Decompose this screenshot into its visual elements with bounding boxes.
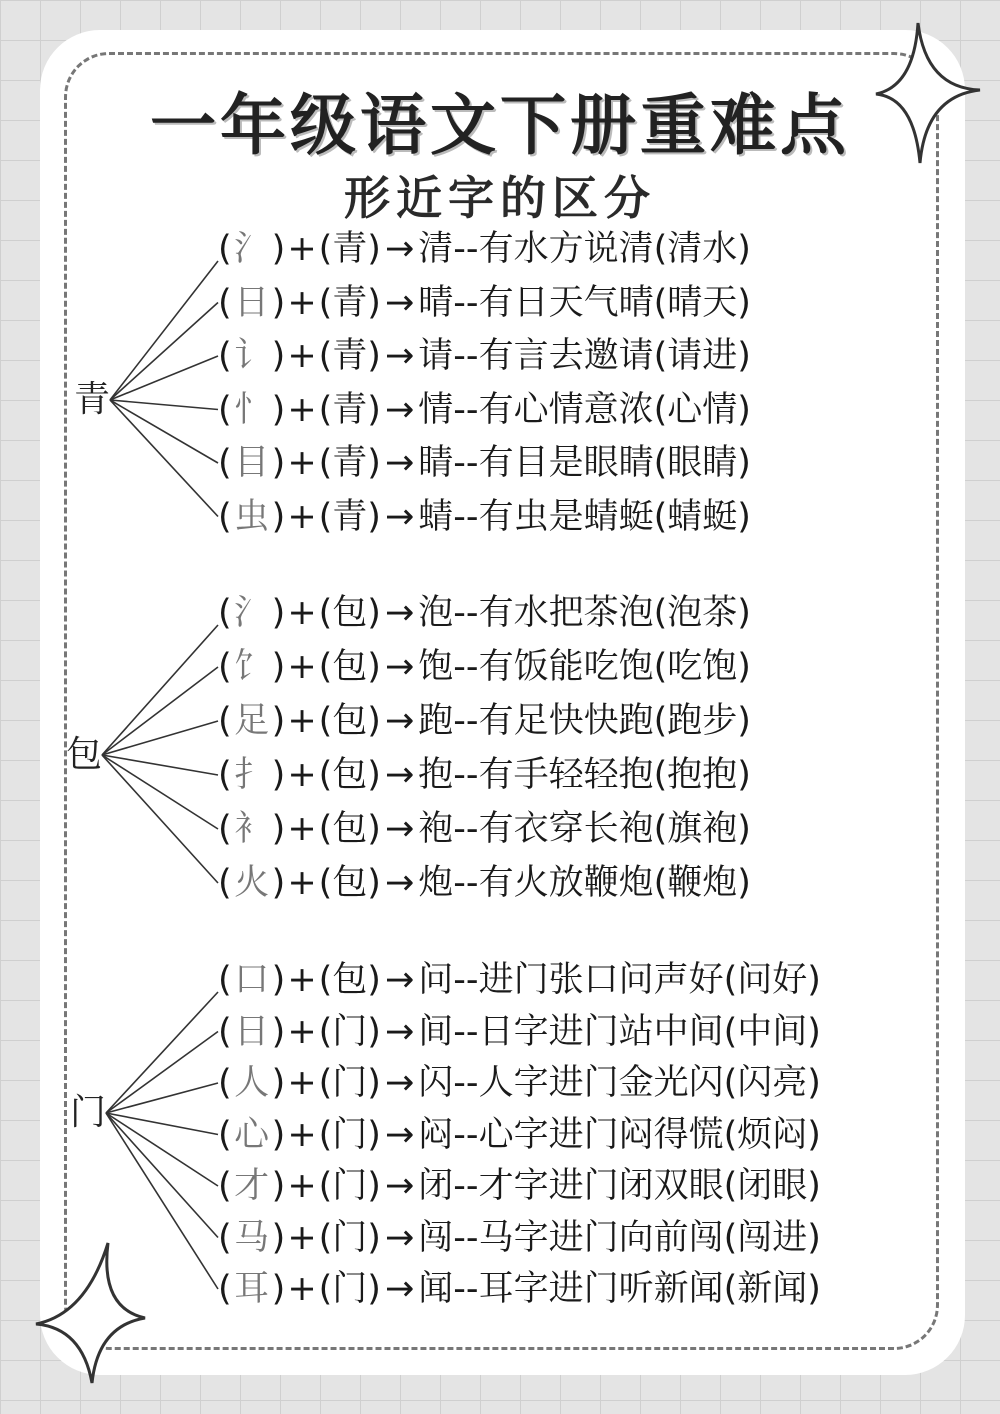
example-word: (闪亮)	[723, 1063, 821, 1103]
rhyme-text: 人字进门金光闪	[478, 1063, 724, 1103]
connector-line	[110, 303, 218, 401]
open-paren: (	[218, 593, 232, 633]
character-row	[218, 804, 751, 854]
close-paren: )	[271, 863, 286, 903]
example-word: (中间)	[723, 1011, 821, 1052]
arrow-icon: →	[384, 1114, 415, 1155]
close-paren: )	[271, 336, 286, 376]
separator: --	[453, 960, 479, 1000]
character-row	[218, 1110, 821, 1160]
separator: --	[453, 809, 479, 849]
separator: --	[453, 593, 479, 633]
separator: --	[453, 1166, 479, 1206]
character-row	[218, 438, 751, 488]
close-paren: )	[271, 960, 286, 1000]
base-character: (包)	[318, 755, 381, 795]
plus-sign: +	[287, 701, 317, 741]
page-subtitle: 形近字的区分	[344, 171, 656, 225]
connector-line	[102, 755, 218, 775]
example-word: (蜻蜓)	[653, 496, 751, 537]
open-paren: (	[218, 496, 232, 537]
rhyme-text: 有水方说清	[478, 229, 654, 269]
separator: --	[453, 863, 479, 903]
character-row	[218, 278, 751, 328]
character-row	[218, 1058, 821, 1108]
arrow-icon: →	[384, 389, 415, 430]
plus-sign: +	[287, 593, 317, 633]
close-paren: )	[271, 389, 286, 430]
open-paren: (	[218, 1217, 232, 1258]
example-word: (眼睛)	[653, 443, 751, 483]
connector-line	[110, 400, 218, 463]
character-row	[218, 1161, 821, 1211]
rhyme-text: 有水把茶泡	[478, 593, 654, 633]
arrow-icon: →	[384, 960, 415, 1000]
base-character: (青)	[318, 229, 381, 269]
result-character: 请	[418, 336, 454, 376]
radical: 心	[234, 1114, 270, 1155]
separator: --	[453, 1114, 479, 1155]
separator: --	[453, 1011, 479, 1052]
plus-sign: +	[287, 496, 317, 537]
base-character: (门)	[318, 1114, 381, 1155]
example-word: (烦闷)	[723, 1114, 821, 1155]
separator: --	[453, 1217, 479, 1258]
result-character: 跑	[418, 701, 454, 741]
character-row	[218, 224, 751, 274]
connector-line	[110, 400, 218, 517]
result-character: 抱	[418, 755, 454, 795]
example-word: (新闻)	[723, 1269, 821, 1309]
arrow-icon: →	[384, 701, 415, 741]
radical: 日	[234, 1011, 270, 1052]
radical: 目	[234, 443, 270, 483]
rhyme-text: 有日天气晴	[478, 282, 654, 323]
result-character: 闭	[418, 1166, 454, 1206]
result-character: 晴	[418, 282, 454, 323]
example-word: (问好)	[723, 960, 821, 1000]
example-word: (鞭炮)	[653, 863, 751, 903]
open-paren: (	[218, 1011, 232, 1052]
plus-sign: +	[287, 229, 317, 269]
plus-sign: +	[287, 1166, 317, 1206]
example-word: (泡茶)	[653, 593, 751, 633]
plus-sign: +	[287, 443, 317, 483]
radical: 才	[234, 1166, 270, 1206]
base-character: (包)	[318, 960, 381, 1000]
character-row	[218, 1007, 821, 1057]
separator: --	[453, 496, 479, 537]
open-paren: (	[218, 443, 232, 483]
radical: 氵	[234, 229, 270, 269]
close-paren: )	[271, 1063, 286, 1103]
separator: --	[453, 443, 479, 483]
rhyme-text: 有足快快跑	[478, 701, 654, 741]
connector-line	[102, 755, 218, 883]
plus-sign: +	[287, 1269, 317, 1309]
rhyme-text: 有心情意浓	[478, 389, 654, 430]
base-character: (门)	[318, 1269, 381, 1309]
arrow-icon: →	[384, 1011, 415, 1052]
rhyme-text: 有火放鞭炮	[478, 863, 654, 903]
radical: 火	[234, 863, 270, 903]
radical: 人	[234, 1063, 270, 1103]
plus-sign: +	[287, 1217, 317, 1258]
connector-line	[102, 625, 218, 755]
result-character: 泡	[418, 593, 454, 633]
base-character: (青)	[318, 282, 381, 323]
radical: 马	[234, 1217, 270, 1258]
character-row	[218, 492, 751, 542]
radical: 忄	[234, 389, 270, 430]
close-paren: )	[271, 496, 286, 537]
separator: --	[453, 229, 479, 269]
arrow-icon: →	[384, 443, 415, 483]
open-paren: (	[218, 863, 232, 903]
open-paren: (	[218, 701, 232, 741]
result-character: 闯	[418, 1217, 454, 1258]
radical: 饣	[234, 647, 270, 687]
close-paren: )	[271, 755, 286, 795]
close-paren: )	[271, 229, 286, 269]
character-row	[218, 588, 751, 638]
character-row	[218, 1264, 821, 1314]
close-paren: )	[271, 647, 286, 687]
example-word: (闯进)	[723, 1217, 821, 1258]
result-character: 闷	[418, 1114, 454, 1155]
rhyme-text: 有手轻轻抱	[478, 755, 654, 795]
open-paren: (	[218, 229, 232, 269]
separator: --	[453, 1269, 479, 1309]
open-paren: (	[218, 755, 232, 795]
base-character: (青)	[318, 443, 381, 483]
open-paren: (	[218, 647, 232, 687]
open-paren: (	[218, 960, 232, 1000]
open-paren: (	[218, 809, 232, 849]
arrow-icon: →	[384, 496, 415, 537]
separator: --	[453, 755, 479, 795]
rhyme-text: 耳字进门听新闻	[478, 1269, 724, 1309]
example-word: (旗袍)	[653, 809, 751, 849]
character-row	[218, 858, 751, 908]
separator: --	[453, 282, 479, 323]
base-character: (青)	[318, 389, 381, 430]
base-character: (门)	[318, 1011, 381, 1052]
connector-line	[102, 721, 218, 755]
arrow-icon: →	[384, 282, 415, 323]
character-row	[218, 696, 751, 746]
close-paren: )	[271, 282, 286, 323]
radical: 足	[234, 701, 270, 741]
base-character: (门)	[318, 1217, 381, 1258]
open-paren: (	[218, 1166, 232, 1206]
base-character: (门)	[318, 1166, 381, 1206]
rhyme-text: 进门张口问声好	[478, 960, 724, 1000]
base-character: (包)	[318, 701, 381, 741]
result-character: 情	[418, 389, 454, 430]
radical: 耳	[234, 1269, 270, 1309]
radical: 氵	[234, 593, 270, 633]
arrow-icon: →	[384, 863, 415, 903]
plus-sign: +	[287, 809, 317, 849]
result-character: 闪	[418, 1063, 454, 1103]
radical: 扌	[234, 755, 270, 795]
close-paren: )	[271, 1217, 286, 1258]
result-character: 蜻	[418, 496, 454, 537]
arrow-icon: →	[384, 1063, 415, 1103]
plus-sign: +	[287, 863, 317, 903]
plus-sign: +	[287, 389, 317, 430]
base-character: (包)	[318, 593, 381, 633]
arrow-icon: →	[384, 593, 415, 633]
connector-line	[106, 992, 218, 1113]
character-row	[218, 385, 751, 435]
close-paren: )	[271, 1114, 286, 1155]
radical: 口	[234, 960, 270, 1000]
rhyme-text: 有虫是蜻蜓	[478, 496, 654, 537]
plus-sign: +	[287, 755, 317, 795]
plus-sign: +	[287, 960, 317, 1000]
example-word: (心情)	[653, 389, 751, 430]
arrow-icon: →	[384, 809, 415, 849]
close-paren: )	[271, 1269, 286, 1309]
rhyme-text: 心字进门闷得慌	[478, 1114, 724, 1155]
connector-line	[106, 1032, 218, 1114]
connector-line	[110, 400, 218, 410]
close-paren: )	[271, 701, 286, 741]
arrow-icon: →	[384, 1269, 415, 1309]
result-character: 睛	[418, 443, 454, 483]
base-character: (包)	[318, 863, 381, 903]
separator: --	[453, 647, 479, 687]
close-paren: )	[271, 1166, 286, 1206]
result-character: 问	[418, 960, 454, 1000]
connector-line	[102, 667, 218, 755]
close-paren: )	[271, 593, 286, 633]
plus-sign: +	[287, 1114, 317, 1155]
base-character: (包)	[318, 647, 381, 687]
character-row	[218, 331, 751, 381]
base-character: (青)	[318, 336, 381, 376]
example-word: (晴天)	[653, 282, 751, 323]
separator: --	[453, 1063, 479, 1103]
character-row	[218, 1213, 821, 1263]
result-character: 闻	[418, 1269, 454, 1309]
rhyme-text: 才字进门闭双眼	[478, 1166, 724, 1206]
separator: --	[453, 336, 479, 376]
arrow-icon: →	[384, 1217, 415, 1258]
arrow-icon: →	[384, 647, 415, 687]
rhyme-text: 有目是眼睛	[478, 443, 654, 483]
arrow-icon: →	[384, 336, 415, 376]
close-paren: )	[271, 809, 286, 849]
example-word: (抱抱)	[653, 755, 751, 795]
arrow-icon: →	[384, 229, 415, 269]
character-row	[218, 955, 821, 1005]
example-word: (请进)	[653, 336, 751, 376]
arrow-icon: →	[384, 755, 415, 795]
radical: 日	[234, 282, 270, 323]
result-character: 袍	[418, 809, 454, 849]
plus-sign: +	[287, 1063, 317, 1103]
open-paren: (	[218, 389, 232, 430]
plus-sign: +	[287, 647, 317, 687]
example-word: (吃饱)	[653, 647, 751, 687]
rhyme-text: 有饭能吃饱	[478, 647, 654, 687]
rhyme-text: 马字进门向前闯	[478, 1217, 724, 1258]
plus-sign: +	[287, 1011, 317, 1052]
example-word: (闭眼)	[723, 1166, 821, 1206]
radical: 讠	[234, 336, 270, 376]
root-character: 包	[66, 734, 103, 775]
base-character: (门)	[318, 1063, 381, 1103]
result-character: 间	[418, 1011, 454, 1052]
connector-line	[106, 1113, 218, 1289]
open-paren: (	[218, 1063, 232, 1103]
page-title: 一年级语文下册重难点	[150, 87, 850, 164]
close-paren: )	[271, 1011, 286, 1052]
connector-line	[110, 261, 218, 400]
radical: 衤	[234, 809, 270, 849]
rhyme-text: 日字进门站中间	[478, 1011, 724, 1052]
open-paren: (	[218, 336, 232, 376]
example-word: (跑步)	[653, 701, 751, 741]
close-paren: )	[271, 443, 286, 483]
root-character: 青	[74, 379, 111, 420]
result-character: 清	[418, 229, 454, 269]
radical: 虫	[234, 496, 270, 537]
result-character: 炮	[418, 863, 454, 903]
plus-sign: +	[287, 336, 317, 376]
rhyme-text: 有衣穿长袍	[478, 809, 654, 849]
rhyme-text: 有言去邀请	[478, 336, 654, 376]
base-character: (包)	[318, 809, 381, 849]
plus-sign: +	[287, 282, 317, 323]
separator: --	[453, 389, 479, 430]
example-word: (清水)	[653, 229, 751, 269]
separator: --	[453, 701, 479, 741]
character-row	[218, 642, 751, 692]
open-paren: (	[218, 282, 232, 323]
open-paren: (	[218, 1114, 232, 1155]
base-character: (青)	[318, 496, 381, 537]
connector-line	[106, 1083, 218, 1113]
character-row	[218, 750, 751, 800]
open-paren: (	[218, 1269, 232, 1309]
result-character: 饱	[418, 647, 454, 687]
root-character: 门	[70, 1092, 107, 1133]
arrow-icon: →	[384, 1166, 415, 1206]
